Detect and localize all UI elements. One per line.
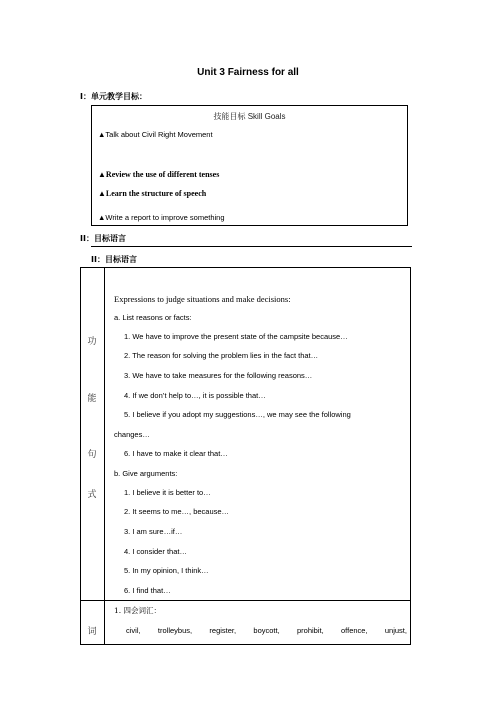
skill-goal-item: ▲Write a report to improve something bbox=[98, 213, 225, 222]
part-b-item: 1. I believe it is better to… bbox=[124, 488, 211, 497]
skill-goal-item: ▲Talk about Civil Right Movement bbox=[98, 130, 213, 139]
vocab-heading: 1. 四会词汇： bbox=[114, 606, 162, 615]
vocab-word: register, bbox=[209, 626, 237, 635]
part-a-item: 5. I believe if you adopt my suggestions…, we may see the following bbox=[124, 410, 351, 419]
skill-goal-item: ▲Learn the structure of speech bbox=[98, 189, 207, 198]
part-b-item: 5. In my opinion, I think… bbox=[124, 566, 209, 575]
table-column-divider bbox=[104, 267, 105, 645]
skill-goal-item: ▲Review the use of different tenses bbox=[98, 170, 220, 179]
skill-goals-box bbox=[91, 105, 408, 226]
row-label-char: 句 bbox=[87, 450, 97, 460]
table-intro-text: Expressions to judge situations and make decisions: bbox=[114, 294, 291, 304]
part-a-item: 1. We have to improve the present state of the campsite because… bbox=[124, 332, 348, 341]
section2-heading-repeat: II：目标语言 bbox=[91, 255, 137, 264]
vocab-word-list bbox=[126, 626, 407, 635]
part-a-item: 2. The reason for solving the problem lies in the fact that… bbox=[124, 351, 319, 360]
document-title: Unit 3 Fairness for all bbox=[197, 67, 299, 78]
part-a-heading: a. List reasons or facts: bbox=[114, 313, 192, 322]
row-label-char: 式 bbox=[87, 490, 97, 500]
vocab-word: trolleybus, bbox=[157, 626, 193, 635]
skill-goals-heading-cn: 技能目标 bbox=[213, 112, 246, 121]
part-a-item-continuation: changes… bbox=[114, 430, 150, 439]
section2-heading: II：目标语言 bbox=[80, 234, 126, 243]
part-b-item: 2. It seems to me…, because… bbox=[124, 507, 230, 516]
section-divider bbox=[91, 246, 412, 247]
part-a-item: 6. I have to make it clear that… bbox=[124, 449, 228, 458]
part-b-item: 3. I am sure…if… bbox=[124, 527, 183, 536]
table-row-divider bbox=[80, 600, 411, 601]
row-label-char: 能 bbox=[87, 394, 97, 404]
part-b-item: 4. I consider that… bbox=[124, 547, 187, 556]
vocab-word: prohibit, bbox=[296, 626, 324, 635]
row-label-char: 功 bbox=[87, 337, 97, 347]
part-b-item: 6. I find that… bbox=[124, 586, 171, 595]
skill-goals-heading-en: Skill Goals bbox=[245, 112, 286, 121]
section1-heading: I：单元教学目标： bbox=[80, 92, 147, 101]
row-label-char: 词 bbox=[87, 627, 97, 637]
part-a-item: 3. We have to take measures for the following reasons… bbox=[124, 371, 313, 380]
part-a-item: 4. If we don’t help to…, it is possible that… bbox=[124, 391, 266, 400]
vocab-word: unjust, bbox=[384, 626, 407, 635]
vocab-word: offence, bbox=[340, 626, 368, 635]
vocab-word: civil, bbox=[126, 626, 141, 635]
vocab-word: boycott, bbox=[253, 626, 280, 635]
part-b-heading: b. Give arguments: bbox=[114, 469, 178, 478]
skill-goals-heading bbox=[92, 111, 407, 122]
